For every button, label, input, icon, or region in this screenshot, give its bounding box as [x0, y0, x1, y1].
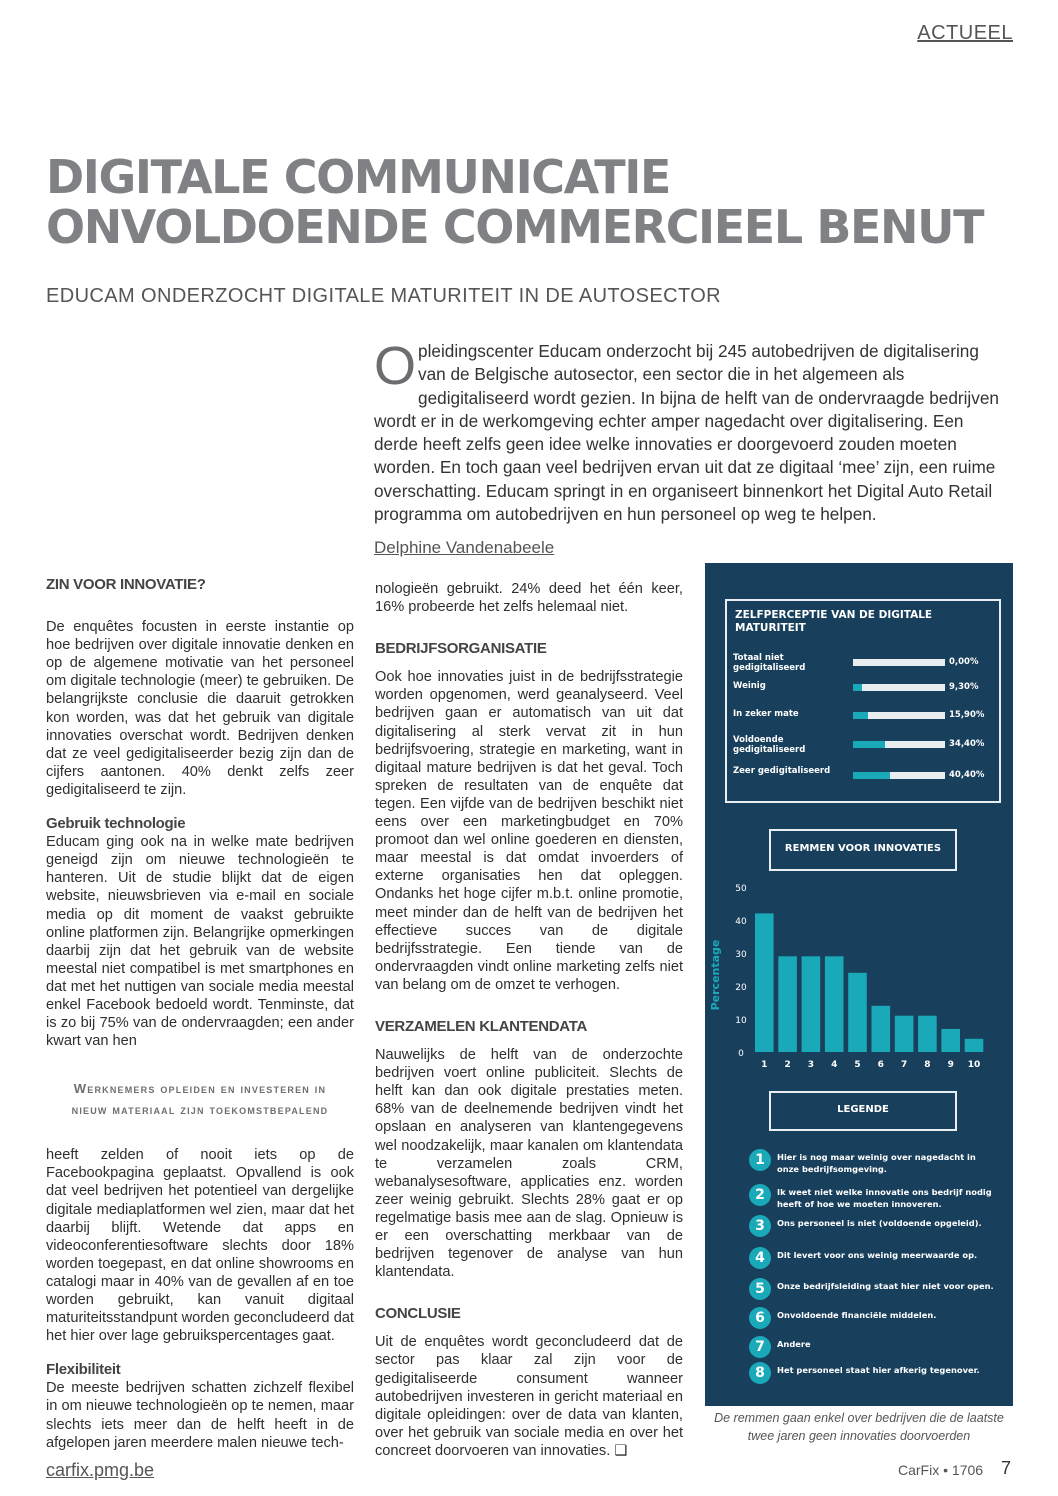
paragraph-bedrijfsorganisatie: Ook hoe innovaties juist in de bedrijfsstrategie worden opgenomen, werd geanalyseerd. Veel bedrijven gaan er automatisch van uit dat digitalisering al sterk vervat zit in hun bedrijfsvoering, strategie en marketing, want in digitaal mature bedrijven is dat het geval. Toch spreken de resultaten van de enquête dat tegen. Een vijfde van de bedrijven beschikt niet eens over een marketingbudget en 70% promoot dan wel online goederen en diensten, maar meestal is dat omdat invoerders of externe organisaties hen dat opleggen. Ondanks het hoge cijfer m.b.t. online promotie, meet minder dan de helft van de bedrijven het effectieve succes van de digitale bedrijfsstrategie. Een tiende van de ondervraagden vindt online marketing zelfs niet van belang om de omzet te verhogen. — [375, 669, 683, 993]
infographic — [705, 563, 1013, 1406]
legend-item — [749, 1215, 999, 1239]
x-tick-label: 6 — [877, 1060, 884, 1070]
brakes-bar — [918, 1016, 937, 1052]
perception-bar — [853, 772, 890, 779]
paragraph-conclusie: Uit de enquêtes wordt geconcludeerd dat de sector pas klaar zal zijn voor de gedigitaliseerde consument wanneer autobedrijven investeren in gericht materiaal en digitale opleidingen: over de data van klanten, over het gebruik van sociale media en over het concreet doorvoeren van innovaties. ❑ — [375, 1334, 683, 1459]
y-tick-label: 50 — [735, 884, 747, 894]
intro-paragraph — [374, 336, 1007, 526]
brakes-bar — [778, 956, 797, 1052]
x-tick-label: 10 — [967, 1060, 981, 1070]
intro-text: pleidingscenter Educam onderzocht bij 245 autobedrijven de digitalisering van de Belgische autosector, een sector die in het algemeen als gedigitaliseerd wordt gezien. In bijna de helft van de ondervraagde bedrijven wordt er in de werkomgeving echter amper nagedacht over digitalisering. Een derde heeft zelfs geen idee welke innovaties er doorgevoerd zouden moeten worden. En toch gaan veel bedrijven ervan uit dat ze digitaal ‘mee’ zijn, een ruime overschatting. Educam springt in en organiseert binnenkort het Digital Auto Retail programma om autobedrijven en hun personeel op weg te helpen. — [374, 341, 999, 525]
legend-text: Hier is nog maar weinig over nagedacht in onze bedrijfsomgeving. — [777, 1152, 976, 1174]
x-tick-label: 9 — [947, 1060, 954, 1070]
heading-gebruik-technologie: Gebruik technologie — [46, 815, 186, 833]
heading-zin-voor-innovatie: ZIN VOOR INNOVATIE? — [46, 576, 206, 593]
x-tick-label: 7 — [900, 1060, 908, 1070]
legend-text: Onvoldoende financiële middelen. — [777, 1310, 937, 1320]
perception-bar-track — [853, 684, 945, 691]
paragraph-continued-2: nologieën gebruikt. 24% deed het één keer, 16% probeerde het zelfs helemaal niet. — [375, 581, 683, 616]
legend-text: Onze bedrijfsleiding staat hier niet voor open. — [777, 1281, 994, 1291]
perception-value-label: 34,40% — [949, 739, 985, 749]
legend-number-badge: 7 — [749, 1336, 771, 1358]
figure-caption: De remmen gaan enkel over bedrijven die de laatste twee jaren geen innovaties doorvoerden — [714, 1411, 1004, 1443]
perception-bar-track — [853, 741, 945, 748]
byline: Delphine Vandenabeele — [374, 538, 555, 557]
headline — [46, 152, 1006, 252]
y-tick-label: 0 — [738, 1049, 744, 1059]
x-tick-label: 1 — [761, 1060, 768, 1070]
brakes-bar — [872, 1006, 891, 1052]
perception-bar-track — [853, 772, 945, 779]
perception-bar-track — [853, 659, 945, 666]
self-perception-title: ZELFPERCEPTIE VAN DE DIGITALE MATURITEIT — [735, 609, 933, 634]
perception-row — [733, 653, 993, 683]
legend-item — [749, 1184, 999, 1208]
x-tick-label: 5 — [854, 1060, 861, 1070]
perception-value-label: 40,40% — [949, 770, 985, 780]
legend-number-badge: 4 — [749, 1247, 771, 1269]
brakes-bar — [941, 1029, 960, 1052]
perception-label: In zeker mate — [733, 709, 799, 719]
brakes-bar-chart — [705, 873, 1013, 1083]
brakes-bar — [755, 913, 774, 1052]
legend-item — [749, 1278, 999, 1302]
perception-value-label: 9,30% — [949, 682, 979, 692]
headline-line-1: DIGITALE COMMUNICATIE — [46, 150, 671, 204]
perception-value-label: 15,90% — [949, 710, 985, 720]
footer-issue: CarFix • 1706 — [898, 1462, 984, 1478]
perception-value-label: 0,00% — [949, 657, 979, 667]
perception-bar — [853, 712, 868, 719]
heading-bedrijfsorganisatie: BEDRIJFSORGANISATIE — [375, 640, 547, 658]
paragraph-technologie: Educam ging ook na in welke mate bedrijven geneigd zijn om nieuwe technologieën te hanteren. Uit de studie blijkt dat de eigen website, nieuwsbrieven via e-mail en sociale media op dit moment de vaakst gebruikte online platformen zijn. Belangrijke opmerkingen daarbij zijn dat het gebruik van de website meestal niet compatibel is met smartphones en dat met het nuttigen van sociale media meestal enkel Facebook bedoeld wordt. Tenminste, dat is zo bij 75% van de ondervraagden; een ander kwart van hen — [46, 834, 354, 1050]
perception-label: Zeer gedigitaliseerd — [733, 766, 831, 776]
legend-number-badge: 2 — [749, 1184, 771, 1206]
footer-website-link[interactable]: carfix.pmg.be — [46, 1460, 155, 1480]
y-tick-label: 20 — [735, 983, 747, 993]
heading-conclusie: CONCLUSIE — [375, 1305, 461, 1323]
heading-verzamelen-klantendata: VERZAMELEN KLANTENDATA — [375, 1017, 587, 1035]
legend-number-badge: 1 — [749, 1149, 771, 1171]
y-tick-label: 30 — [735, 950, 747, 960]
article-column-1 — [46, 576, 354, 1452]
x-tick-label: 2 — [784, 1060, 791, 1070]
article-column-2 — [375, 580, 683, 1460]
legend-text: Dit levert voor ons weinig meerwaarde op. — [777, 1250, 978, 1260]
paragraph-innovatie: De enquêtes focusten in eerste instantie op hoe bedrijven over digitale innovatie denken en op de algemene motivatie van het personeel om digitale technologie (meer) te gebruiken. De belangrijkste conclusie die daaruit getrokken kon worden, was dat het gebruik van digitale innovaties overschat wordt. Bedrijven denken dat ze veel gedigitaliseerder bezig zijn dan de cijfers aantonen. 40% denkt zelfs zeer gedigitaliseerd te zijn. — [46, 619, 354, 798]
x-tick-label: 3 — [807, 1060, 815, 1070]
y-tick-label: 10 — [735, 1016, 747, 1026]
brakes-chart-title-box — [769, 829, 957, 871]
legend-text: Ik weet niet welke innovatie ons bedrijf nodig heeft of hoe we moeten innoveren. — [777, 1187, 992, 1209]
y-axis-label: Percentage — [709, 939, 722, 1011]
perception-label: Weinig — [733, 681, 766, 691]
drop-cap: O — [374, 336, 417, 396]
legend-number-badge: 8 — [749, 1362, 771, 1384]
legend-text: Ons personeel is niet (voldoende opgeleid). — [777, 1218, 982, 1228]
brakes-bar — [825, 956, 844, 1052]
paragraph-continued: heeft zelden of nooit iets op de Facebookpagina geplaatst. Opvallend is ook dat veel bedrijven het potentieel van dergelijke digitale mediaplatformen wel zien, maar dat het daarbij blijft. Wetende dat apps en videoconferentiesoftware slechts door 18% worden toegepast, en dat online showrooms en catalogi maar in 40% van de gevallen af en toe worden gebruikt, kan vanuit digitaal maturiteitsstandpunt worden geconcludeerd dat het hier over lage gebruikspercentages gaat. — [46, 1147, 354, 1345]
legend-item — [749, 1307, 999, 1331]
legend-title: LEGENDE — [837, 1104, 889, 1115]
legend-title-box — [769, 1091, 957, 1131]
legend-text: Het personeel staat hier afkerig tegenover. — [777, 1365, 980, 1375]
x-tick-label: 8 — [924, 1060, 931, 1070]
y-tick-label: 40 — [735, 917, 747, 927]
headline-line-2: ONVOLDOENDE COMMERCIEEL BENUT — [46, 200, 984, 254]
brakes-bar — [965, 1039, 984, 1052]
perception-bar — [853, 684, 862, 691]
legend-number-badge: 6 — [749, 1307, 771, 1329]
perception-row — [733, 766, 993, 796]
perception-label: Voldoende gedigitaliseerd — [733, 735, 806, 755]
perception-row — [733, 735, 993, 765]
brakes-chart-title: REMMEN VOOR INNOVATIES — [784, 843, 942, 854]
legend-item — [749, 1336, 999, 1360]
brakes-bar — [848, 973, 867, 1052]
legend-item — [749, 1149, 999, 1173]
legend-text: Andere — [777, 1339, 811, 1349]
pull-quote-line-2: nieuw materiaal zijn toekomstbepalend — [71, 1102, 329, 1118]
paragraph-klantendata: Nauwelijks de helft van de onderzochte bedrijven voert online publiciteit. Slechts de helft kan dan ook digitale prestaties meten. 68% van de deelnemende bedrijven vindt het opslaan en analyseren van klantengegevens wel noodzakelijk, maar kanalen om klantendata te verzamelen zoals CRM, webanalysesoftware, applicaties enz. worden zeer weinig gebruikt. Slechts 28% gaat er op regelmatige basis mee aan de slag. Opnieuw is er een overschatting merkbaar van de bedrijven tegenover de analyse van hun klantendata. — [375, 1047, 683, 1281]
heading-flexibiliteit: Flexibiliteit — [46, 1361, 121, 1379]
paragraph-flexibiliteit: De meeste bedrijven schatten zichzelf flexibel in om nieuwe technologieën op te nemen, maar slechts iets meer dan de helft heeft in de afgelopen jaren meerdere malen nieuwe tech- — [46, 1380, 354, 1451]
perception-row — [733, 681, 993, 711]
x-tick-label: 4 — [831, 1060, 838, 1070]
legend-item — [749, 1362, 999, 1386]
brakes-bar — [895, 1016, 914, 1052]
pull-quote — [46, 1078, 354, 1120]
legend-item — [749, 1247, 999, 1271]
pull-quote-line-1: Werknemers opleiden en investeren in — [73, 1081, 327, 1097]
subheadline: EDUCAM ONDERZOCHT DIGITALE MATURITEIT IN DE AUTOSECTOR — [46, 285, 721, 307]
perception-label: Totaal niet gedigitaliseerd — [733, 653, 806, 673]
perception-bar — [853, 741, 885, 748]
brakes-bar — [802, 956, 821, 1052]
legend-number-badge: 5 — [749, 1278, 771, 1300]
page-number: 7 — [1001, 1458, 1012, 1478]
perception-bar-track — [853, 712, 945, 719]
section-label: ACTUEEL — [917, 22, 1013, 44]
legend-number-badge: 3 — [749, 1215, 771, 1237]
